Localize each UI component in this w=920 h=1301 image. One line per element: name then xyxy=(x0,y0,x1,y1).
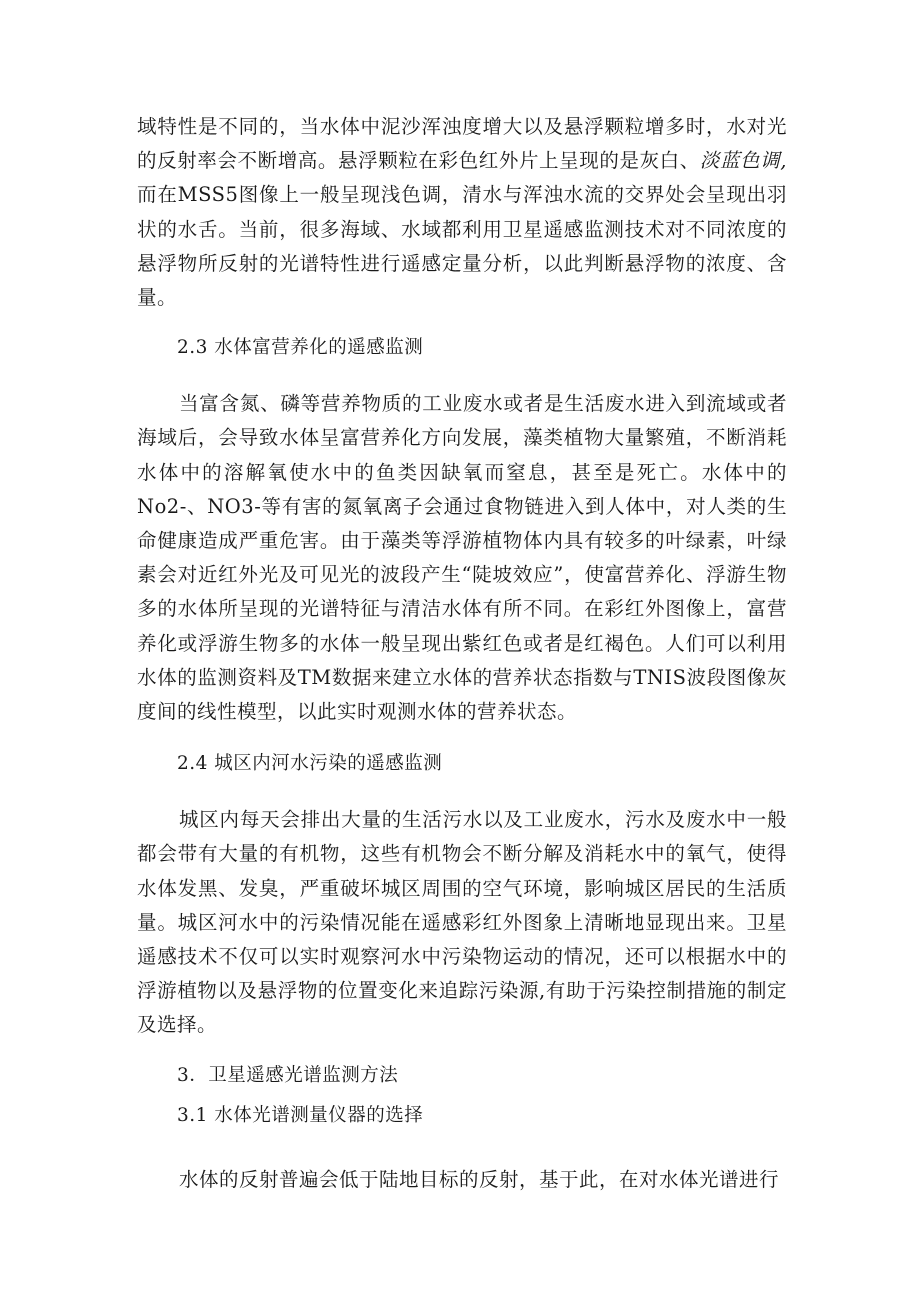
document-page xyxy=(137,110,787,1197)
section-heading-2-4: 2.4 城区内河水污染的遥感监测 xyxy=(177,753,443,775)
spacer xyxy=(137,365,787,387)
paragraph-instrument: 水体的反射普遍会低于陆地目标的反射，基于此，在对水体光谱进行 xyxy=(179,1167,780,1191)
paragraph-urban-river: 城区内每天会排出大量的生活污水以及工业废水，污水及废水中一般都会带有大量的有机物，这些有机物会不断分解及消耗水中的氧气，使得水体发黑、发臭，严重破坏城区周围的空气环境，影响城区居民的生活质量。城区河水中的污染情况能在遥感彩红外图象上清晰地显现出来。卫星遥感技术不仅可以实时观察河水中污染物运动的情况，还可以根据水中的浮游植物以及悬浮物的位置变化来追踪污染源,有助于污染控制措施的制定及选择。 xyxy=(137,808,787,1037)
spacer xyxy=(137,781,787,803)
paragraph-eutrophication: 当富含氮、磷等营养物质的工业废水或者是生活废水进入到流域或者海域后，会导致水体呈富营养化方向发展，藻类植物大量繁殖，不断消耗水体中的溶解氧使水中的鱼类因缺氧而窒息，甚至是死亡。水体中的No2-、NO3-等有害的氮氧离子会通过食物链进入到人体中，对人类的生命健康造成严重危害。由于藻类等浮游植物体内具有较多的叶绿素，叶绿素会对近红外光及可见光的波段产生“陡坡效应”，使富营养化、浮游生物多的水体所呈现的光谱特征与清洁水体有所不同。在彩红外图像上，富营养化或浮游生物多的水体一般呈现出紫红色或者是红褐色。人们可以利用水体的监测资料及TM数据来建立水体的营养状态指数与TNIS波段图像灰度间的线性模型，以此实时观测水体的营养状态。 xyxy=(137,392,787,724)
spacer xyxy=(137,315,787,331)
spacer xyxy=(137,1133,787,1163)
italic-text: 淡蓝色调, xyxy=(699,149,787,173)
section-heading-3: 3．卫星遥感光谱监测方法 xyxy=(177,1064,399,1086)
paragraph-text: 域特性是不同的，当水体中泥沙浑浊度增大以及悬浮颗粒增多时，水对光的反射率会不断增高。悬浮颗粒在彩色红外片上呈现的是灰白、 xyxy=(137,115,787,173)
paragraph-suspended-matter xyxy=(137,110,787,315)
paragraph-text: 而在MSS5图像上一般呈现浅色调，清水与浑浊水流的交界处会呈现出羽状的水舌。当前，很多海域、水域都利用卫星遥感监测技术对不同浓度的悬浮物所反射的光谱特性进行遥感定量分析，以此判断悬浮物的浓度、含量。 xyxy=(137,183,787,310)
section-heading-3-1: 3.1 水体光谱测量仪器的选择 xyxy=(177,1104,424,1126)
section-heading-2-3: 2.3 水体富营养化的遥感监测 xyxy=(177,337,424,359)
spacer xyxy=(137,729,787,747)
spacer xyxy=(137,1043,787,1059)
